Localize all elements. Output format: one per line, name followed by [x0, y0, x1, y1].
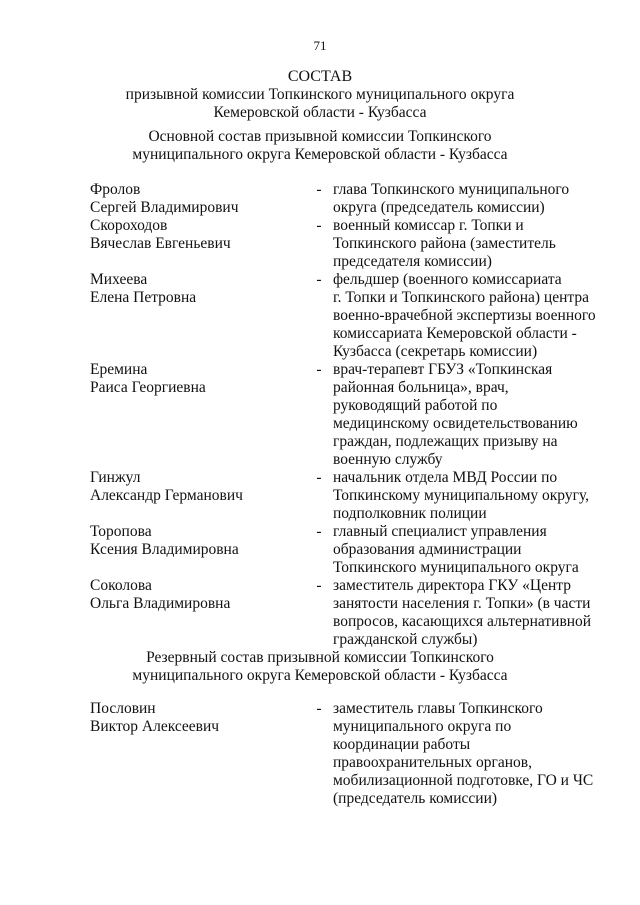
member-role — [333, 469, 595, 523]
member-role — [333, 181, 595, 217]
member-name-line: Торопова — [90, 523, 152, 540]
member-name — [90, 217, 305, 271]
member-role — [333, 523, 595, 577]
member-role — [333, 271, 595, 361]
member-role-line: медицинскому освидетельствованию — [333, 415, 578, 432]
reserve-heading-line: муниципального округа Кемеровской области - Кузбасса — [132, 667, 508, 684]
document-title: СОСТАВ — [287, 68, 353, 85]
reserve-section-heading — [0, 649, 640, 685]
member-entry — [90, 217, 610, 271]
member-name-line: Пословин — [90, 700, 156, 717]
member-dash: - — [316, 523, 322, 540]
member-role — [333, 577, 595, 649]
page-number: 71 — [313, 38, 327, 53]
member-role-line: начальник отдела МВД России по — [333, 469, 558, 486]
member-role-line: Кузбасса (секретарь комиссии) — [333, 343, 538, 360]
main-heading-line: муниципального округа Кемеровской области - Кузбасса — [132, 146, 508, 163]
member-role-line: заместитель главы Топкинского — [333, 700, 543, 717]
member-name-line: Фролов — [90, 181, 141, 198]
member-dash: - — [316, 217, 322, 234]
member-entry — [90, 469, 610, 523]
member-role — [333, 217, 595, 271]
member-role-line: заместитель директора ГКУ «Центр — [333, 577, 571, 594]
member-role-line: координации работы — [333, 736, 471, 753]
member-role-line: руководящий работой по — [333, 397, 498, 414]
member-name-line: Вячеслав Евгеньевич — [90, 235, 231, 252]
member-role-line: вопросов, касающихся альтернативной — [333, 613, 592, 630]
member-name-line: Раиса Георгиевна — [90, 379, 206, 396]
member-role-line: образования администрации — [333, 541, 522, 558]
member-name — [90, 577, 305, 649]
member-role-line: мобилизационной подготовке, ГО и ЧС — [333, 772, 594, 789]
member-role-line: военный комиссар г. Топки и — [333, 217, 524, 234]
member-name — [90, 700, 305, 808]
member-role-line: глава Топкинского муниципального — [333, 181, 570, 198]
member-role-line: муниципального округа по — [333, 718, 512, 735]
member-role-line: врач-терапевт ГБУЗ «Топкинская — [333, 361, 553, 378]
member-role-line: округа (председатель комиссии) — [333, 199, 545, 216]
member-role-line: подполковник полиции — [333, 505, 487, 522]
member-name — [90, 523, 305, 577]
member-name-line: Соколова — [90, 577, 152, 594]
member-role-line: главный специалист управления — [333, 523, 547, 540]
member-role-line: Топкинскому муниципальному округу, — [333, 487, 590, 504]
reserve-members-list — [90, 700, 610, 808]
member-dash: - — [316, 181, 322, 198]
member-name-line: Александр Германович — [90, 487, 243, 504]
member-role-line: фельдшер (военного комиссариата — [333, 271, 562, 288]
member-role-line: военно-врачебной экспертизы военного — [333, 307, 596, 324]
member-entry — [90, 361, 610, 469]
member-entry — [90, 577, 610, 649]
member-role — [333, 700, 595, 808]
member-name-line: Ольга Владимировна — [90, 595, 231, 612]
member-role-line: гражданской службы) — [333, 631, 478, 648]
member-role-line: Топкинского района (заместитель — [333, 235, 556, 252]
main-heading-line: Основной состав призывной комиссии Топкинского — [148, 128, 492, 145]
member-entry — [90, 181, 610, 217]
member-name-line: Еремина — [90, 361, 148, 378]
reserve-heading-line: Резервный состав призывной комиссии Топкинского — [146, 649, 494, 666]
member-entry — [90, 523, 610, 577]
subtitle-line: призывной комиссии Топкинского муниципального округа — [125, 86, 515, 103]
member-dash: - — [316, 361, 322, 378]
member-role-line: правоохранительных органов, — [333, 754, 532, 771]
member-role-line: председателя комиссии) — [333, 253, 492, 270]
member-role-line: комиссариата Кемеровской области - — [333, 325, 577, 342]
member-dash: - — [316, 577, 322, 594]
member-name-line: Сергей Владимирович — [90, 199, 239, 216]
member-role-line: занятости населения г. Топки» (в части — [333, 595, 591, 612]
subtitle-line: Кемеровской области - Кузбасса — [213, 104, 427, 121]
member-role-line: (председатель комиссии) — [333, 790, 498, 807]
member-entry — [90, 271, 610, 361]
member-name-line: Михеева — [90, 271, 148, 288]
member-dash: - — [316, 469, 322, 486]
member-name-line: Виктор Алексеевич — [90, 718, 220, 735]
member-name — [90, 271, 305, 361]
member-name-line: Гинжул — [90, 469, 141, 486]
member-name — [90, 181, 305, 217]
member-role-line: Топкинского муниципального округа — [333, 559, 579, 576]
member-dash: - — [316, 700, 322, 717]
member-name-line: Скороходов — [90, 217, 168, 234]
member-entry — [90, 700, 610, 808]
member-name — [90, 361, 305, 469]
member-name-line: Ксения Владимировна — [90, 541, 239, 558]
main-members-list — [90, 181, 610, 649]
main-section-heading — [0, 128, 640, 164]
member-role-line: районная больница», врач, — [333, 379, 509, 396]
member-role-line: военную службу — [333, 451, 443, 468]
member-name-line: Елена Петровна — [90, 289, 197, 306]
member-name — [90, 469, 305, 523]
member-role-line: граждан, подлежащих призыву на — [333, 433, 558, 450]
member-dash: - — [316, 271, 322, 288]
member-role-line: г. Топки и Топкинского района) центра — [333, 289, 589, 306]
document-subtitle — [0, 86, 640, 122]
member-role — [333, 361, 595, 469]
